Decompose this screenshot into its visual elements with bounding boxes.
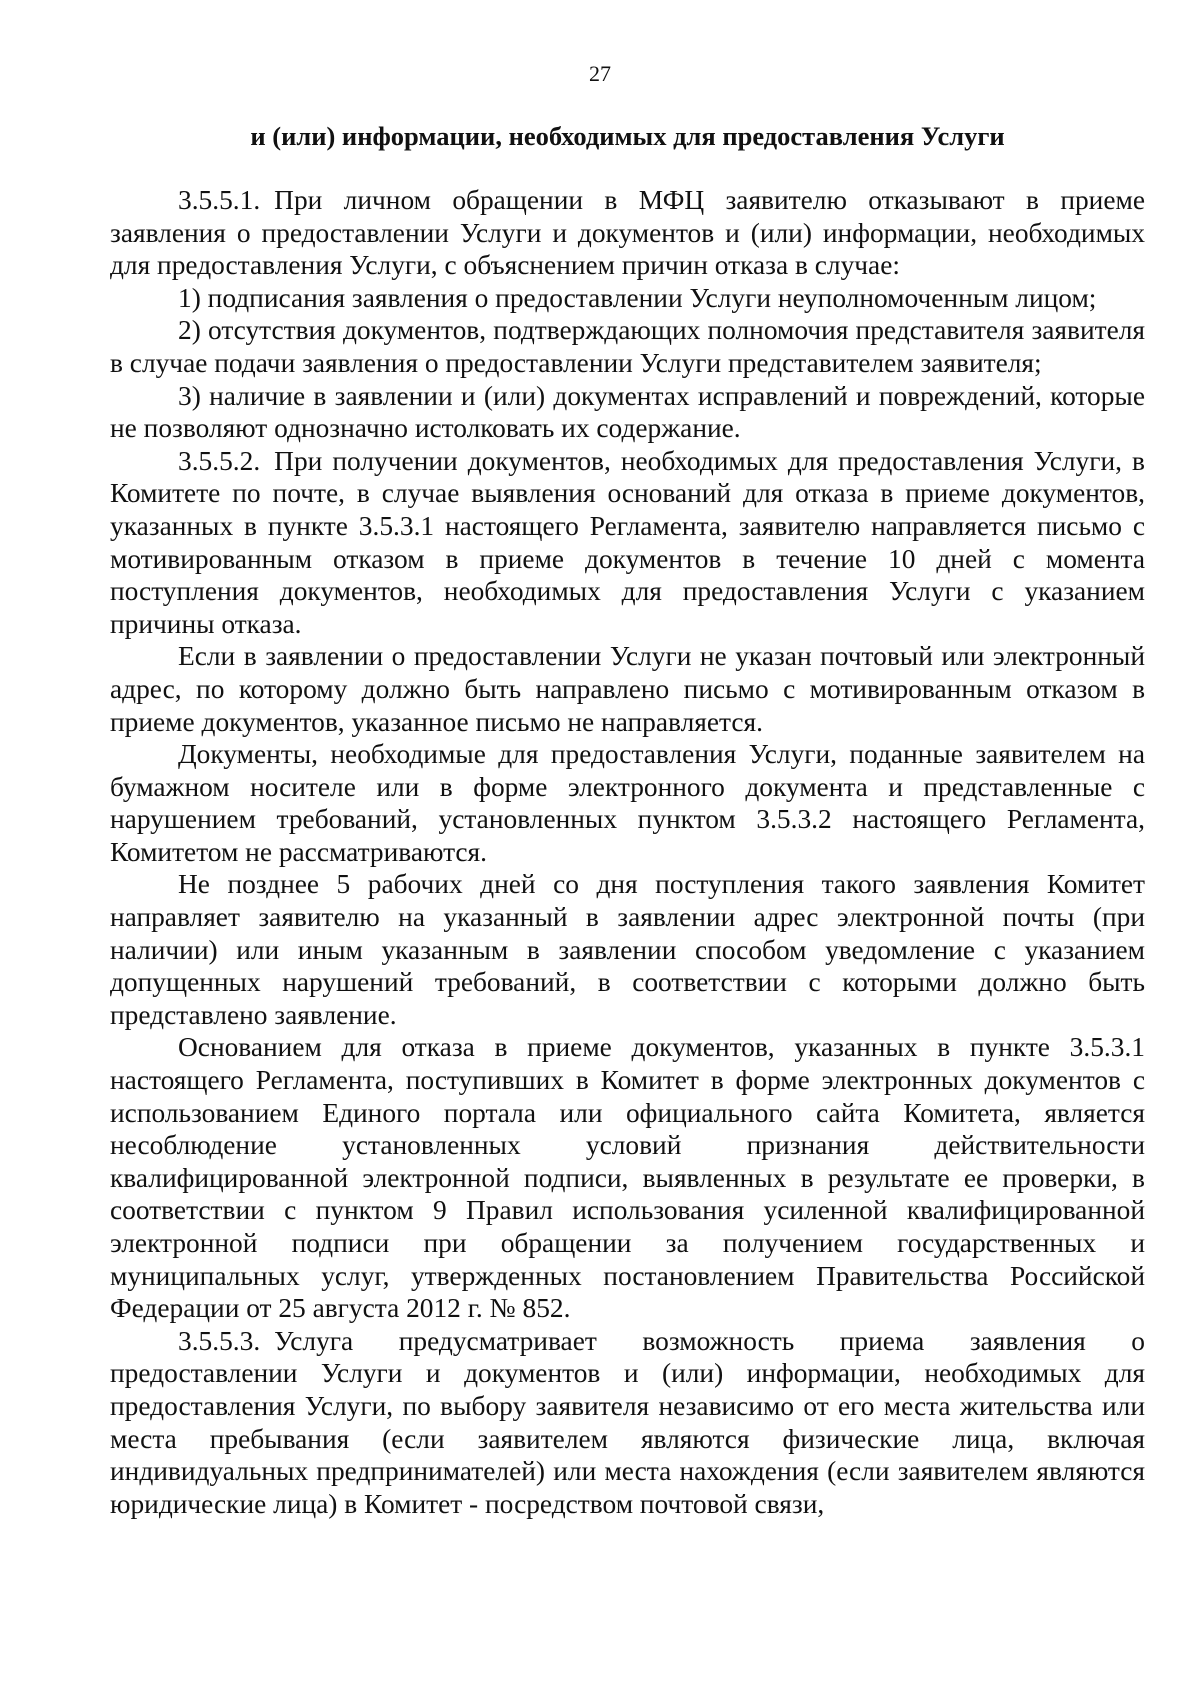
paragraph-number: 3.5.5.3. bbox=[178, 1325, 261, 1356]
paragraph bbox=[110, 184, 1145, 282]
page-number: 27 bbox=[589, 61, 611, 86]
document-body bbox=[110, 184, 1145, 1520]
paragraph-text: Услуга предусматривает возможность приема заявления о предоставлении Услуги и документов и (или) информации, необходимых для предоставления Услуги, по выбору заявителя независимо от его места жительства или места пребывания (если заявителем являются физические лица, включая индивидуальных предпринимателей) или места нахождения (если заявителем являются юридические лица) в Комитет - посредством почтовой связи, bbox=[110, 1325, 1145, 1519]
paragraph-text: Если в заявлении о предоставлении Услуги не указан почтовый или электронный адрес, по которому должно быть направлено письмо с мотивированным отказом в приеме документов, указанное письмо не направляется. bbox=[110, 641, 1145, 737]
paragraph-text: 1) подписания заявления о предоставлении Услуги неуполномоченным лицом; bbox=[178, 282, 1097, 313]
paragraph bbox=[110, 380, 1145, 445]
paragraph-text: 3) наличие в заявлении и (или) документах исправлений и повреждений, которые не позволяют однозначно истолковать их содержание. bbox=[110, 380, 1145, 444]
paragraph bbox=[110, 868, 1145, 1031]
paragraph bbox=[110, 640, 1145, 738]
paragraph-text: Основанием для отказа в приеме документов, указанных в пункте 3.5.3.1 настоящего Регламента, поступивших в Комитет в форме электронных документов с использованием Единого портала или официального сайта Комитета, является несоблюдение установленных условий признания действительности квалифицированной электронной подписи, выявленных в результате ее проверки, в соответствии с пунктом 9 Правил использования усиленной квалифицированной электронной подписи при обращении за получением государственных и муниципальных услуг, утвержденных постановлением Правительства Российской Федерации от 25 августа 2012 г. № 852. bbox=[110, 1032, 1145, 1324]
section-heading: и (или) информации, необходимых для предоставления Услуги bbox=[250, 121, 1005, 151]
paragraph-number: 3.5.5.1. bbox=[178, 185, 261, 215]
paragraph bbox=[110, 1031, 1145, 1324]
paragraph bbox=[110, 738, 1145, 868]
paragraph-text: Не позднее 5 рабочих дней со дня поступления такого заявления Комитет направляет заявителю на указанный в заявлении адрес электронной почты (при наличии) или иным указанным в заявлении способом уведомление с указанием допущенных нарушений требований, в соответствии с которыми должно быть представлено заявление. bbox=[110, 869, 1145, 1030]
paragraph bbox=[110, 314, 1145, 379]
paragraph-number: 3.5.5.2. bbox=[178, 445, 261, 476]
paragraph-text: При личном обращении в МФЦ заявителю отказывают в приеме заявления о предоставлении Услуги и документов и (или) информации, необходимых для предоставления Услуги, с объяснением причин отказа в случае: bbox=[110, 185, 1145, 281]
paragraph bbox=[110, 445, 1145, 641]
paragraph-text: При получении документов, необходимых для предоставления Услуги, в Комитете по почте, в случае выявления оснований для отказа в приеме документов, указанных в пункте 3.5.3.1 настоящего Регламента, заявителю направляется письмо с мотивированным отказом в приеме документов в течение 10 дней с момента поступления документов, необходимых для предоставления Услуги с указанием причины отказа. bbox=[110, 445, 1145, 639]
paragraph bbox=[110, 282, 1145, 315]
paragraph-text: Документы, необходимые для предоставления Услуги, поданные заявителем на бумажном носителе или в форме электронного документа и представленные с нарушением требований, установленных пунктом 3.5.3.2 настоящего Регламента, Комитетом не рассматриваются. bbox=[110, 739, 1145, 867]
paragraph bbox=[110, 1325, 1145, 1521]
paragraph-text: 2) отсутствия документов, подтверждающих полномочия представителя заявителя в случае подачи заявления о предоставлении Услуги представителем заявителя; bbox=[110, 315, 1145, 378]
